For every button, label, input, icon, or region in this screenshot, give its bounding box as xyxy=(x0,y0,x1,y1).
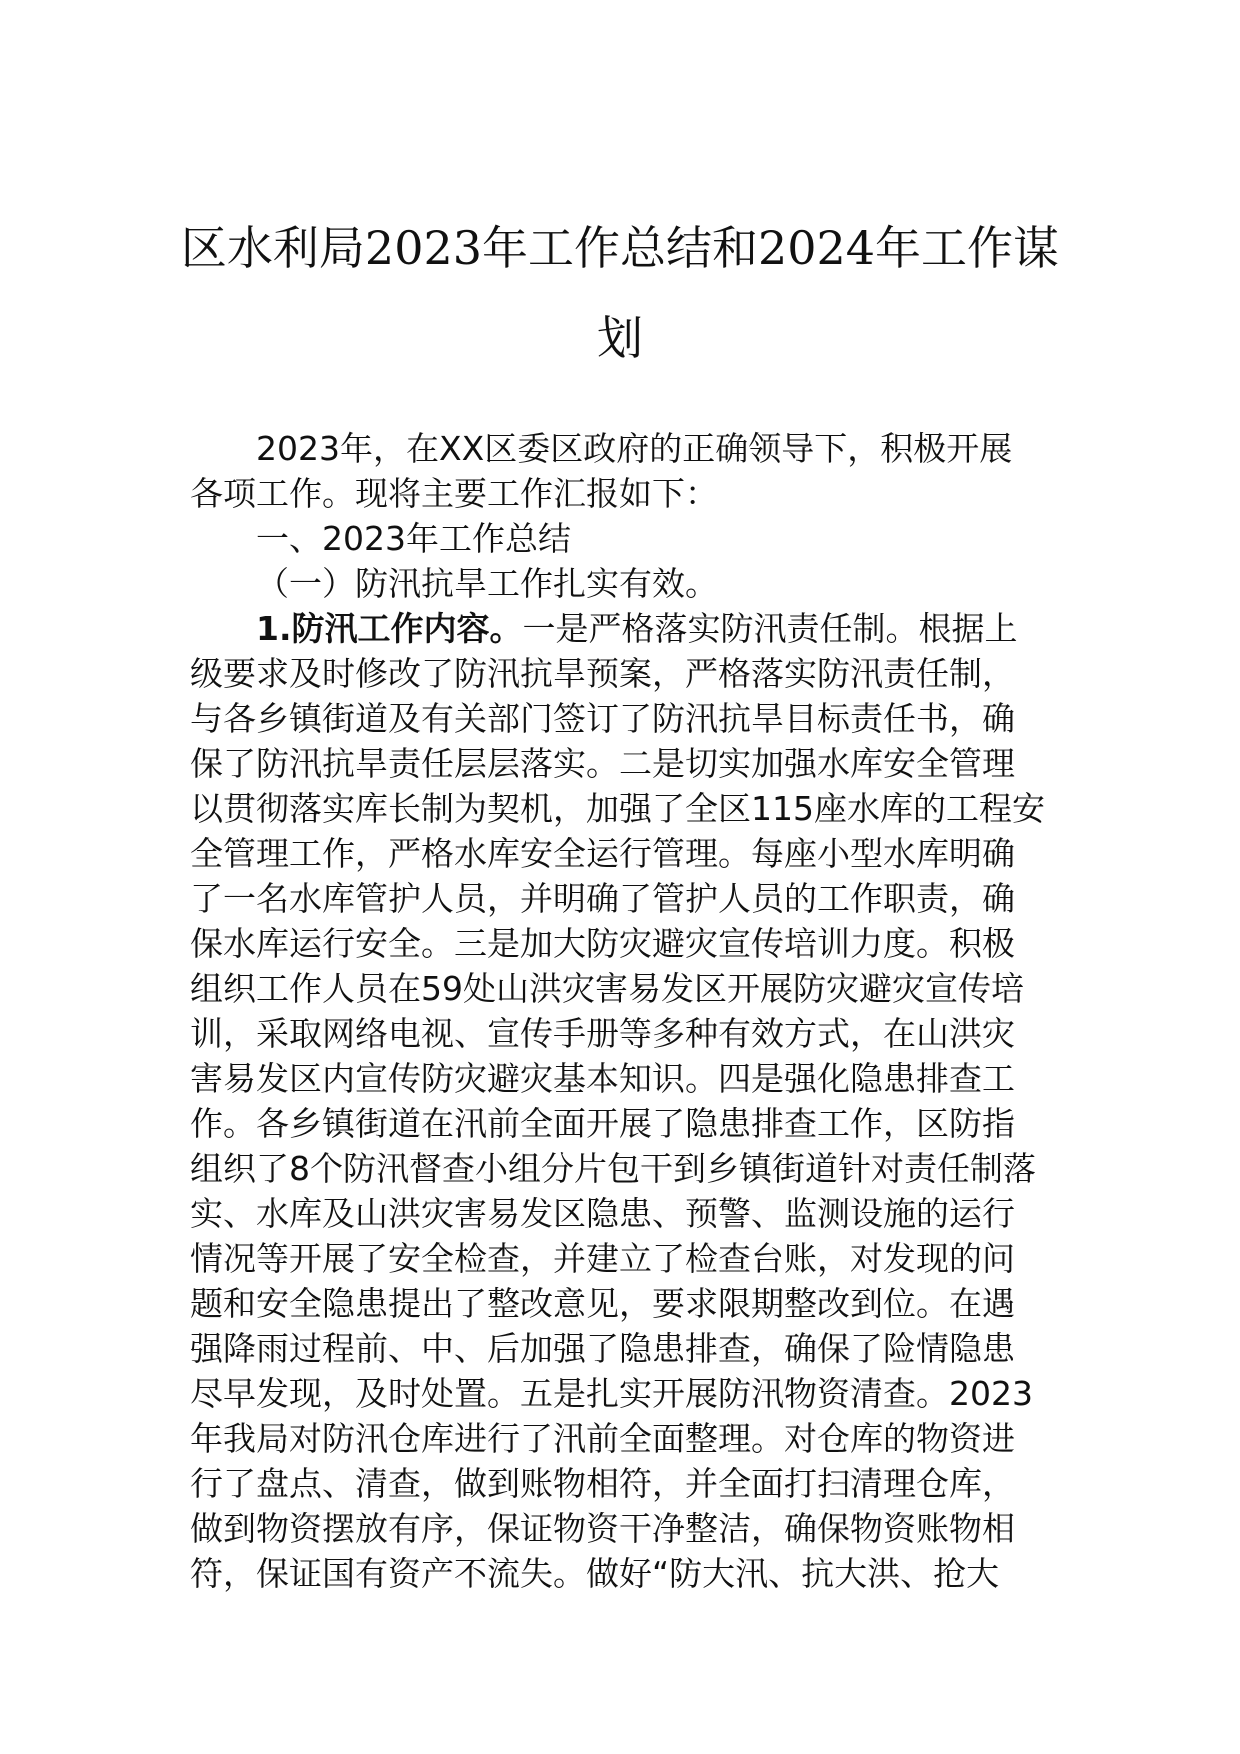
body-line: 了一名水库管护人员，并明确了管护人员的工作职责，确 xyxy=(190,879,1015,918)
document-title-line-2: 划 xyxy=(597,311,643,365)
body-line: 保水库运行安全。三是加大防灾避灾宣传培训力度。积极 xyxy=(190,924,1015,963)
body-line: 组织工作人员在59处山洪灾害易发区开展防灾避灾宣传培 xyxy=(190,969,1024,1008)
section-heading: 一、2023年工作总结 xyxy=(256,519,571,558)
body-line: 级要求及时修改了防汛抗旱预案，严格落实防汛责任制， xyxy=(190,654,1015,693)
body-line-with-lead xyxy=(190,606,1050,651)
body-line: 害易发区内宣传防灾避灾基本知识。四是强化隐患排查工 xyxy=(190,1059,1015,1098)
body-line: 与各乡镇街道及有关部门签订了防汛抗旱目标责任书，确 xyxy=(190,699,1015,738)
body-line: 尽早发现，及时处置。五是扎实开展防汛物资清查。2023 xyxy=(190,1374,1033,1413)
body-line: 题和安全隐患提出了整改意见，要求限期整改到位。在遇 xyxy=(190,1284,1015,1323)
body-line: 实、水库及山洪灾害易发区隐患、预警、监测设施的运行 xyxy=(190,1194,1015,1233)
body-line: 组织了8个防汛督查小组分片包干到乡镇街道针对责任制落 xyxy=(190,1149,1036,1188)
subsection-heading: （一）防汛抗旱工作扎实有效。 xyxy=(256,564,718,603)
paragraph-lead: 1.防汛工作内容。 xyxy=(256,609,523,648)
body-line: 情况等开展了安全检查，并建立了检查台账，对发现的问 xyxy=(190,1239,1015,1278)
body-line: 全管理工作，严格水库安全运行管理。每座小型水库明确 xyxy=(190,834,1015,873)
body-line: 作。各乡镇街道在汛前全面开展了隐患排查工作，区防指 xyxy=(190,1104,1015,1143)
document-title-line-1: 区水利局2023年工作总结和2024年工作谋 xyxy=(180,221,1060,275)
body-line: 保了防汛抗旱责任层层落实。二是切实加强水库安全管理 xyxy=(190,744,1015,783)
body-line: 以贯彻落实库长制为契机，加强了全区115座水库的工程安 xyxy=(190,789,1045,828)
body-line: 行了盘点、清查，做到账物相符，并全面打扫清理仓库， xyxy=(190,1464,1015,1503)
body-line: 年我局对防汛仓库进行了汛前全面整理。对仓库的物资进 xyxy=(190,1419,1015,1458)
paragraph-lead-text: 一是严格落实防汛责任制。根据上 xyxy=(522,609,1018,648)
body-line: 做到物资摆放有序，保证物资干净整洁，确保物资账物相 xyxy=(190,1509,1015,1548)
document-body xyxy=(190,426,1050,1596)
body-line: 训，采取网络电视、宣传手册等多种有效方式，在山洪灾 xyxy=(190,1014,1015,1053)
body-line: 符，保证国有资产不流失。做好“防大汛、抗大洪、抢大 xyxy=(190,1554,1000,1593)
body-line: 2023年，在XX区委区政府的正确领导下，积极开展 xyxy=(256,429,1013,468)
body-line: 各项工作。现将主要工作汇报如下： xyxy=(190,474,718,513)
body-line: 强降雨过程前、中、后加强了隐患排查，确保了险情隐患 xyxy=(190,1329,1015,1368)
